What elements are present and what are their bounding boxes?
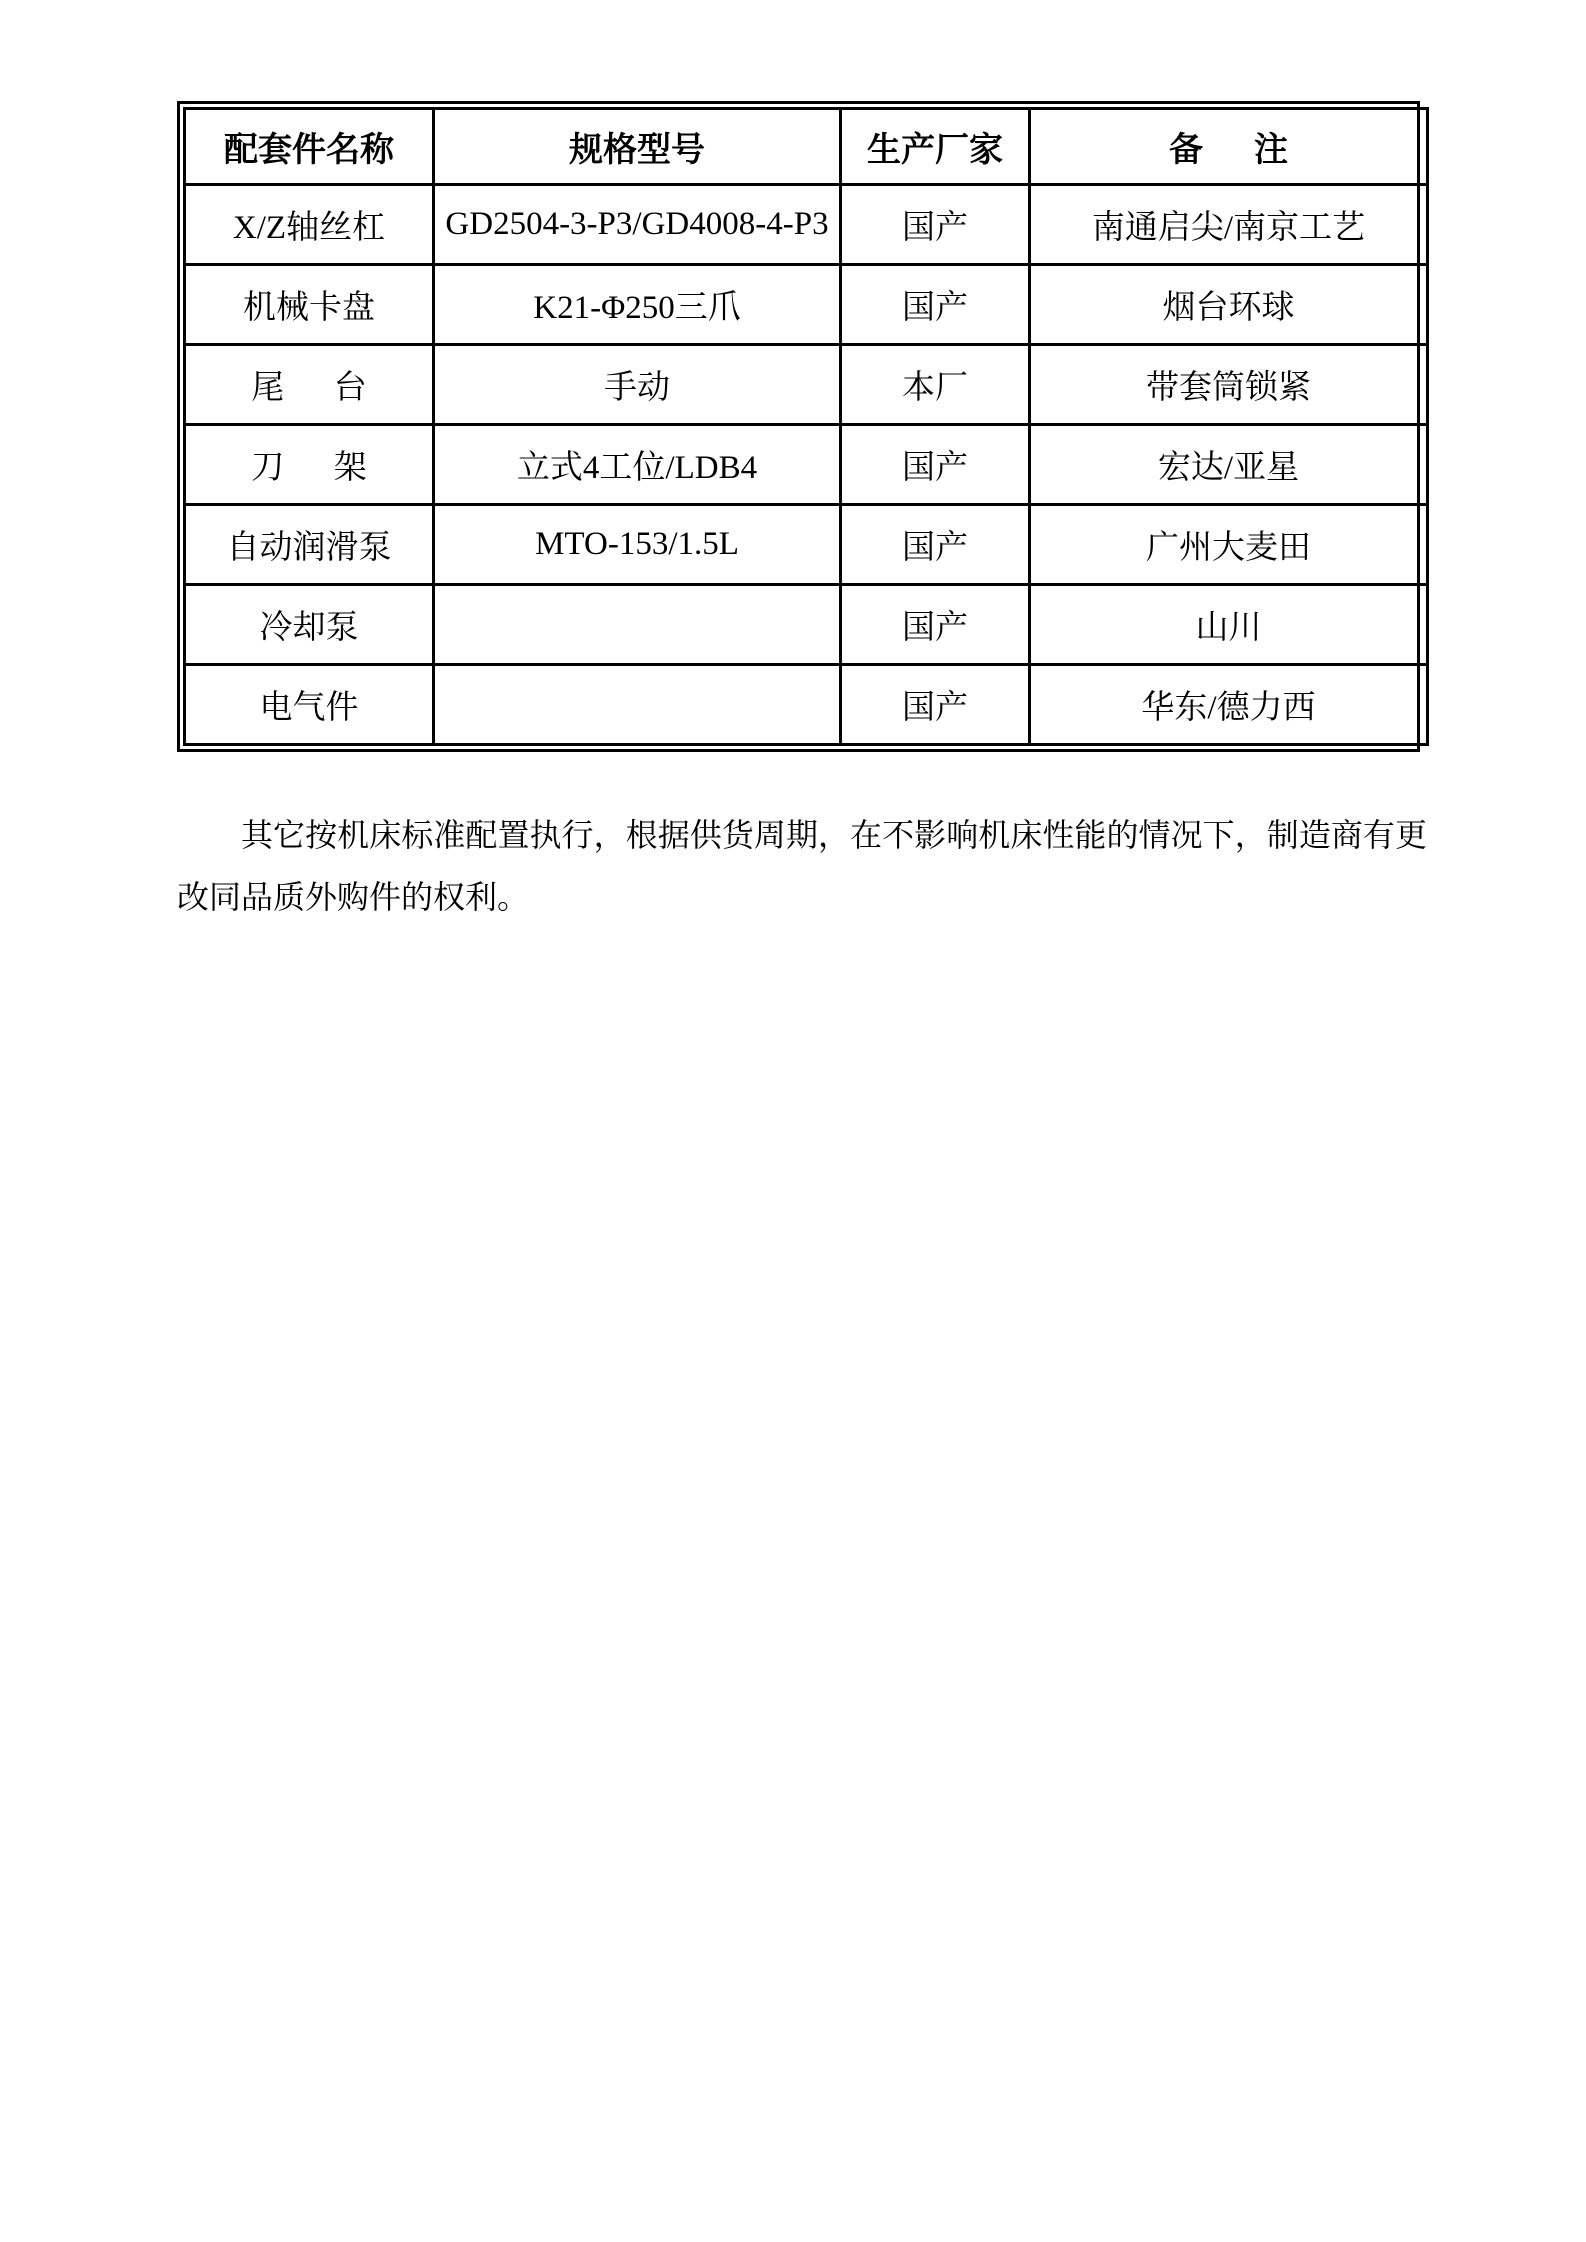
column-header: 规格型号	[434, 109, 841, 185]
table-cell-name: 自动润滑泵	[185, 505, 434, 585]
table-cell-manufacturer: 国产	[841, 585, 1030, 665]
table-cell-spec	[434, 585, 841, 665]
table-cell-manufacturer: 国产	[841, 425, 1030, 505]
column-header: 配套件名称	[185, 109, 434, 185]
table-cell-remark: 烟台环球	[1030, 265, 1428, 345]
table-cell-manufacturer: 国产	[841, 265, 1030, 345]
table-cell-remark: 宏达/亚星	[1030, 425, 1428, 505]
table-cell-name: X/Z轴丝杠	[185, 185, 434, 265]
table-cell-manufacturer: 国产	[841, 665, 1030, 745]
table-row	[185, 665, 1428, 745]
table-cell-name: 冷却泵	[185, 585, 434, 665]
table-cell-remark: 山川	[1030, 585, 1428, 665]
accessories-table-grid	[183, 107, 1429, 746]
note-paragraph: 其它按机床标准配置执行，根据供货周期，在不影响机床性能的情况下，制造商有更改同品质外购件的权利。	[177, 817, 1427, 915]
table-cell-spec: MTO-153/1.5L	[434, 505, 841, 585]
table-cell-manufacturer: 本厂	[841, 345, 1030, 425]
table-cell-remark: 带套筒锁紧	[1030, 345, 1428, 425]
table-cell-spec: GD2504-3-P3/GD4008-4-P3	[434, 185, 841, 265]
table-row	[185, 265, 1428, 345]
accessories-table	[177, 101, 1420, 752]
table-cell-remark: 广州大麦田	[1030, 505, 1428, 585]
table-cell-spec: 立式4工位/LDB4	[434, 425, 841, 505]
table-row	[185, 585, 1428, 665]
table-cell-name: 尾 台	[185, 345, 434, 425]
table-row	[185, 505, 1428, 585]
table-cell-spec: K21-Φ250三爪	[434, 265, 841, 345]
table-cell-manufacturer: 国产	[841, 185, 1030, 265]
table-row	[185, 185, 1428, 265]
table-header-row	[185, 109, 1428, 185]
table-cell-name: 电气件	[185, 665, 434, 745]
column-header: 备 注	[1030, 109, 1428, 185]
table-cell-remark: 华东/德力西	[1030, 665, 1428, 745]
table-row	[185, 345, 1428, 425]
table-cell-spec	[434, 665, 841, 745]
table-cell-name: 刀 架	[185, 425, 434, 505]
table-cell-manufacturer: 国产	[841, 505, 1030, 585]
table-cell-remark: 南通启尖/南京工艺	[1030, 185, 1428, 265]
table-cell-name: 机械卡盘	[185, 265, 434, 345]
column-header: 生产厂家	[841, 109, 1030, 185]
table-row	[185, 425, 1428, 505]
table-cell-spec: 手动	[434, 345, 841, 425]
